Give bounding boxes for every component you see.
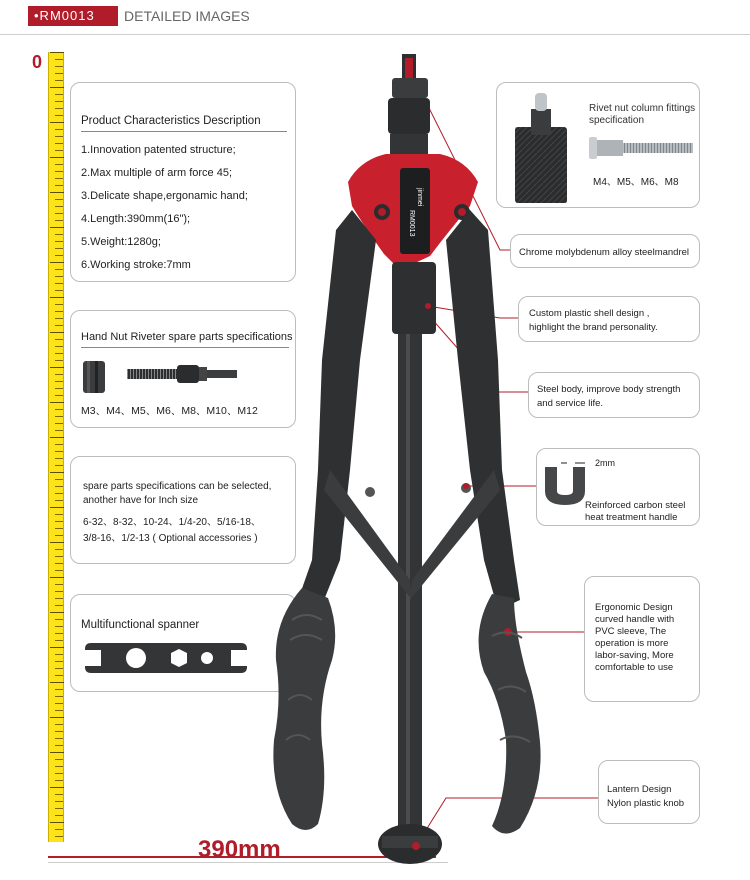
inch-line-1: spare parts specifications can be selected, xyxy=(83,481,272,492)
rivet-nut-sizes: M4、M5、M6、M8 xyxy=(593,177,679,188)
characteristic-item: 3.Delicate shape,ergonamic hand; xyxy=(81,190,248,202)
ergo-text-2: curved handle with xyxy=(595,614,675,625)
characteristic-item: 1.Innovation patented structure; xyxy=(81,144,236,156)
length-label: 390mm xyxy=(198,836,281,863)
characteristic-item: 4.Length:390mm(16"); xyxy=(81,213,191,225)
inch-line-4: 3/8-16、1/2-13 ( Optional accessories ) xyxy=(83,533,258,544)
handle-text-2: heat treatment handle xyxy=(585,512,678,523)
inch-line-2: another have for Inch size xyxy=(83,495,199,506)
characteristic-item: 6.Working stroke:7mm xyxy=(81,259,191,271)
rivet-nut-title-1: Rivet nut column fittings xyxy=(589,103,696,114)
ergo-text-6: comfortable to use xyxy=(595,662,674,673)
section-title: DETAILED IMAGES xyxy=(124,8,250,24)
ergo-text-1: Ergonomic Design xyxy=(595,602,673,613)
steel-text-2: and service life. xyxy=(537,398,604,409)
steel-text-1: Steel body, improve body strength xyxy=(537,384,681,395)
inch-line-3: 6-32、8-32、10-24、1/4-20、5/16-18、 xyxy=(83,517,261,528)
brand-mark: jinmei xyxy=(416,188,423,207)
lantern-text-2: Nylon plastic knob xyxy=(607,798,685,809)
characteristics-title: Product Characteristics Description xyxy=(81,115,261,127)
handle-text-1: Reinforced carbon steel xyxy=(585,500,686,511)
model-label: RM0013 xyxy=(408,210,415,237)
spare-parts-title: Hand Nut Riveter spare parts specifications xyxy=(81,331,293,343)
characteristic-item: 5.Weight:1280g; xyxy=(81,236,161,248)
ergo-text-5: labor-saving, More xyxy=(595,650,674,661)
ergo-text-3: PVC sleeve, The xyxy=(595,626,667,637)
shell-text-2: highlight the brand personality. xyxy=(529,322,658,333)
spare-parts-sizes: M3、M4、M5、M6、M8、M10、M12 xyxy=(81,405,258,417)
shell-text-1: Custom plastic shell design , xyxy=(529,308,650,319)
model-tag: •RM0013 xyxy=(28,6,118,26)
mandrel-text: Chrome molybdenum alloy steelmandrel xyxy=(519,247,690,258)
characteristic-item: 2.Max multiple of arm force 45; xyxy=(81,167,233,179)
rivet-nut-title-2: specification xyxy=(589,115,645,126)
ergo-text-4: operation is more xyxy=(595,638,669,649)
handle-dimension: 2mm xyxy=(595,458,615,468)
lantern-text-1: Lantern Design xyxy=(607,784,672,795)
spanner-title: Multifunctional spanner xyxy=(81,619,200,631)
ruler-zero-label: 0 xyxy=(32,52,43,72)
